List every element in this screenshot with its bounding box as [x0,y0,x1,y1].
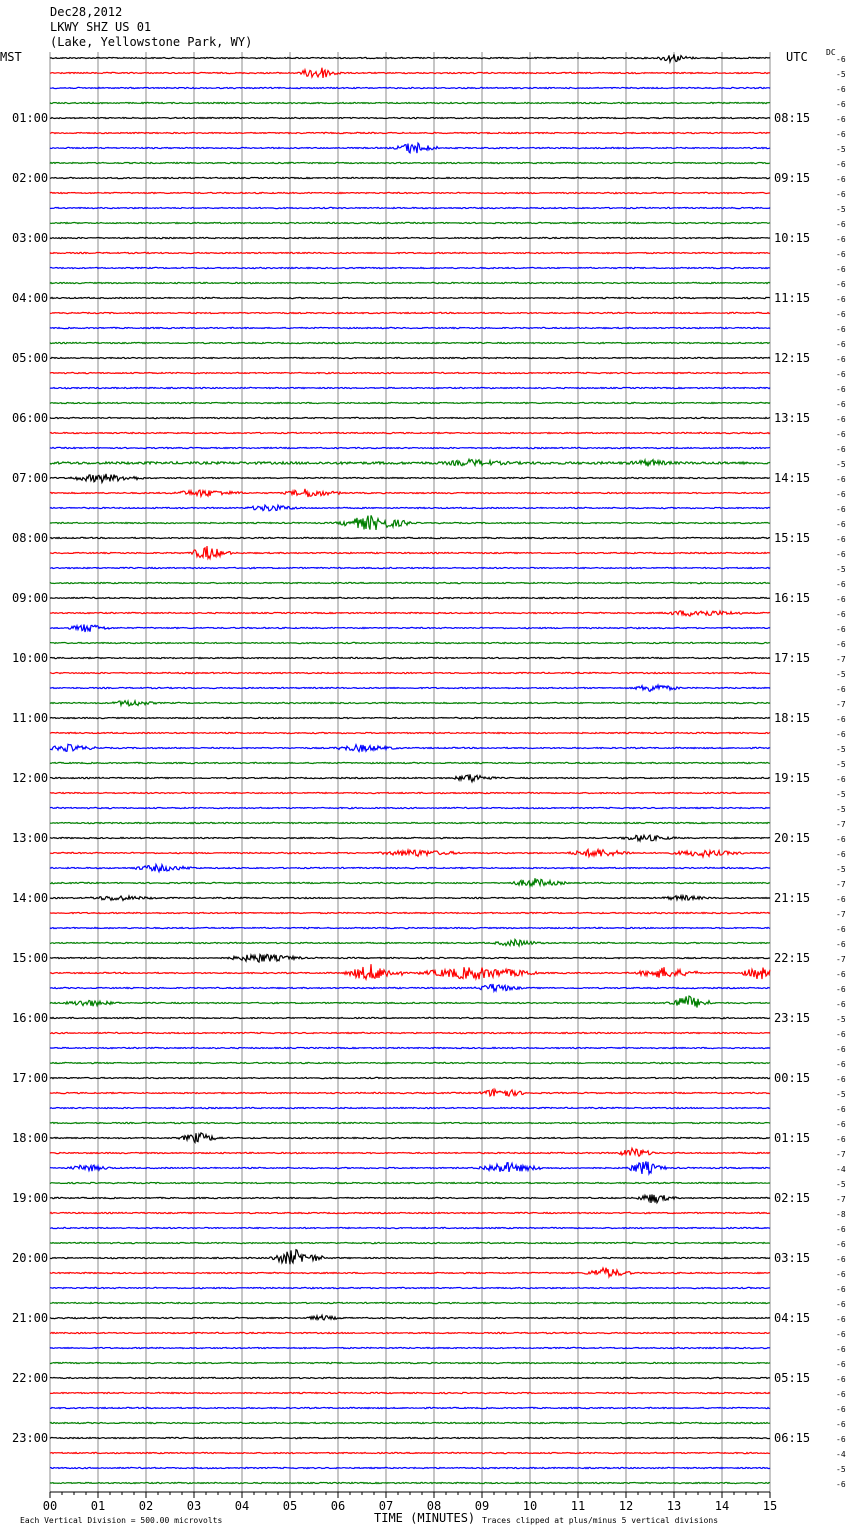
dc-value: -6 [836,415,846,424]
mst-hour-label: 12:00 [12,771,49,785]
utc-hour-label: 00:15 [774,1071,811,1085]
trace-line [50,807,770,808]
trace-line [50,1392,770,1393]
trace-line [50,342,770,343]
trace-line [50,1161,770,1174]
dc-value: -6 [836,505,846,514]
trace-line [50,567,770,568]
trace-line [50,1133,770,1143]
mst-hour-label: 17:00 [12,1071,49,1085]
dc-value: -6 [836,1480,846,1489]
dc-value: -6 [836,1390,846,1399]
trace-line [50,642,770,643]
dc-value: -6 [836,1240,846,1249]
dc-value: -6 [836,1405,846,1414]
trace-line [50,489,770,497]
trace-line [50,717,770,718]
trace-line [50,1227,770,1228]
dc-value: -5 [836,145,846,154]
utc-hour-label: 08:15 [774,111,811,125]
utc-hour-labels [774,111,810,1445]
dc-value: -5 [836,1180,846,1189]
x-tick-label: 07 [378,1499,394,1513]
dc-value: -6 [836,100,846,109]
trace-line [50,505,770,511]
mst-hour-label: 03:00 [12,231,49,245]
dc-value: -6 [836,325,846,334]
dc-value: -6 [836,1360,846,1369]
dc-value: -6 [836,1075,846,1084]
dc-value: -8 [836,1210,846,1219]
trace-line [50,996,770,1007]
dc-value: -6 [836,445,846,454]
dc-value: -5 [836,745,846,754]
dc-value: -6 [836,970,846,979]
dc-value: -6 [836,1270,846,1279]
dc-value: -6 [836,715,846,724]
dc-value: -6 [836,55,846,64]
x-tick-label: 08 [426,1499,442,1513]
trace-line [50,792,770,793]
x-tick-label: 03 [186,1499,202,1513]
trace-line [50,1268,770,1277]
trace-line [50,1287,770,1288]
trace-line [50,878,770,886]
mst-hour-labels [12,111,48,1445]
dc-value: -6 [836,175,846,184]
dc-value: -6 [836,610,846,619]
trace-line [50,1347,770,1348]
division-note: Each Vertical Division = 500.00 microvolts [20,1516,223,1525]
trace-line [50,327,770,328]
trace-line [50,1062,770,1063]
trace-line [50,1242,770,1243]
trace-line [50,162,770,163]
utc-hour-label: 12:15 [774,351,811,365]
trace-line [50,312,770,313]
dc-value: -5 [836,805,846,814]
dc-value: -6 [836,280,846,289]
trace-line [50,912,770,913]
dc-value: -6 [836,490,846,499]
utc-hour-label: 22:15 [774,951,811,965]
trace-line [50,1422,770,1423]
trace-line [50,372,770,373]
dc-value: -7 [836,1195,846,1204]
trace-line [50,984,770,991]
utc-hour-label: 10:15 [774,231,811,245]
trace-line [50,417,770,418]
trace-line [50,222,770,223]
trace-line [50,207,770,208]
mst-hour-label: 18:00 [12,1131,49,1145]
x-tick-label: 15 [762,1499,778,1513]
mst-hour-label: 20:00 [12,1251,49,1265]
mst-hour-label: 15:00 [12,951,49,965]
x-tick-label: 05 [282,1499,298,1513]
dc-value: -6 [836,85,846,94]
dc-value: -6 [836,640,846,649]
dc-value: -6 [836,190,846,199]
trace-line [50,387,770,388]
trace-line [50,822,770,823]
date-label: Dec28,2012 [50,5,123,19]
utc-label: UTC [786,50,808,64]
trace-line [50,954,770,962]
mst-hour-label: 13:00 [12,831,49,845]
trace-line [50,1077,770,1078]
dc-value: -6 [836,550,846,559]
dc-value: -4 [836,1450,846,1459]
dc-value: -6 [836,400,846,409]
trace-line [50,1089,770,1096]
trace-line [50,744,770,751]
dc-value: -7 [836,955,846,964]
trace-line [50,1250,770,1265]
trace-line [50,459,770,466]
x-tick-label: 01 [90,1499,106,1513]
trace-line [50,1467,770,1468]
mst-hour-label: 19:00 [12,1191,49,1205]
trace-line [50,685,770,691]
mst-hour-label: 10:00 [12,651,49,665]
trace-line [50,1332,770,1333]
dc-value: -6 [836,940,846,949]
trace-line [50,582,770,583]
x-tick-label: 04 [234,1499,250,1513]
dc-value: -7 [836,820,846,829]
dc-value: -6 [836,520,846,529]
trace-line [50,850,770,857]
dc-value: -6 [836,685,846,694]
station-label: LKWY SHZ US 01 [50,20,152,34]
trace-line [50,402,770,403]
trace-line [50,515,770,530]
trace-line [50,611,770,616]
dc-value: -6 [836,1105,846,1114]
trace-line [50,432,770,433]
location-label: (Lake, Yellowstone Park, WY) [50,35,253,49]
dc-value: -6 [836,985,846,994]
dc-value: -6 [836,265,846,274]
trace-line [50,1362,770,1363]
dc-values [836,55,846,1489]
dc-value: -6 [836,730,846,739]
utc-hour-label: 05:15 [774,1371,811,1385]
trace-line [50,701,770,706]
trace-line [50,1017,770,1018]
mst-hour-label: 09:00 [12,591,49,605]
trace-line [50,835,770,841]
header [0,5,836,64]
dc-value: -5 [836,70,846,79]
dc-value: -6 [836,625,846,634]
dc-value: -5 [836,460,846,469]
trace-line [50,192,770,193]
utc-hour-label: 03:15 [774,1251,811,1265]
trace-line [50,282,770,283]
x-tick-label: 10 [522,1499,538,1513]
utc-hour-label: 13:15 [774,411,811,425]
dc-value: -5 [836,565,846,574]
dc-value: -6 [836,115,846,124]
x-tick-label: 11 [570,1499,586,1513]
dc-value: -6 [836,430,846,439]
utc-hour-label: 17:15 [774,651,811,665]
trace-line [50,1452,770,1453]
dc-value: -6 [836,130,846,139]
trace-line [50,672,770,673]
trace-line [50,177,770,178]
dc-value: -5 [836,1090,846,1099]
clip-note: Traces clipped at plus/minus 5 vertical divisions [482,1516,719,1525]
trace-line [50,762,770,763]
utc-hour-label: 02:15 [774,1191,811,1205]
dc-value: -6 [836,1330,846,1339]
x-tick-label: 09 [474,1499,490,1513]
dc-value: -7 [836,700,846,709]
dc-value: -6 [836,1045,846,1054]
dc-value: -6 [836,1060,846,1069]
x-tick-label: 02 [138,1499,154,1513]
mst-hour-label: 23:00 [12,1431,49,1445]
dc-value: -6 [836,220,846,229]
mst-hour-label: 22:00 [12,1371,49,1385]
utc-hour-label: 01:15 [774,1131,811,1145]
trace-line [50,1482,770,1483]
x-tick-label: 06 [330,1499,346,1513]
dc-value: -6 [836,895,846,904]
mst-hour-label: 16:00 [12,1011,49,1025]
dc-value: -6 [836,1285,846,1294]
trace-line [50,132,770,133]
x-axis [43,1492,777,1513]
x-axis-title: TIME (MINUTES) [374,1511,476,1525]
dc-value: -6 [836,1030,846,1039]
trace-line [50,1182,770,1183]
dc-value: -6 [836,1315,846,1324]
trace-line [50,774,770,781]
trace-line [50,68,770,78]
trace-line [50,1437,770,1438]
dc-value: -6 [836,1375,846,1384]
mst-hour-label: 21:00 [12,1311,49,1325]
trace-line [50,1194,770,1203]
utc-hour-label: 20:15 [774,831,811,845]
dc-value: -5 [836,790,846,799]
x-tick-label: 14 [714,1499,730,1513]
dc-value: -5 [836,205,846,214]
utc-hour-label: 04:15 [774,1311,811,1325]
trace-line [50,1212,770,1213]
trace-line [50,896,770,901]
mst-hour-label: 05:00 [12,351,49,365]
dc-value: -7 [836,655,846,664]
dc-value: -5 [836,1465,846,1474]
dc-value: -6 [836,925,846,934]
dc-label: DC [826,48,836,57]
x-tick-label: 00 [42,1499,58,1513]
mst-hour-label: 02:00 [12,171,49,185]
traces [50,54,770,1483]
dc-value: -6 [836,475,846,484]
x-tick-label: 12 [618,1499,634,1513]
dc-value: -6 [836,775,846,784]
utc-hour-label: 11:15 [774,291,811,305]
utc-hour-label: 06:15 [774,1431,811,1445]
dc-value: -4 [836,1165,846,1174]
dc-value: -6 [836,235,846,244]
dc-value: -7 [836,880,846,889]
utc-hour-label: 19:15 [774,771,811,785]
trace-line [50,939,770,946]
trace-line [50,927,770,928]
dc-value: -6 [836,835,846,844]
mst-hour-label: 11:00 [12,711,49,725]
trace-line [50,1315,770,1320]
dc-value: -6 [836,850,846,859]
footer [20,1511,718,1525]
mst-label: MST [0,50,22,64]
trace-line [50,732,770,733]
trace-line [50,1377,770,1378]
mst-hour-label: 14:00 [12,891,49,905]
dc-value: -7 [836,910,846,919]
trace-line [50,117,770,118]
dc-value: -6 [836,340,846,349]
trace-line [50,1107,770,1108]
trace-line [50,54,770,62]
dc-value: -6 [836,1120,846,1129]
dc-value: -6 [836,1255,846,1264]
utc-hour-label: 09:15 [774,171,811,185]
utc-hour-label: 23:15 [774,1011,811,1025]
dc-value: -7 [836,1150,846,1159]
mst-hour-label: 08:00 [12,531,49,545]
dc-value: -6 [836,160,846,169]
dc-value: -6 [836,250,846,259]
dc-value: -6 [836,310,846,319]
trace-line [50,1032,770,1033]
dc-value: -5 [836,865,846,874]
trace-line [50,267,770,268]
dc-value: -6 [836,1345,846,1354]
mst-hour-label: 04:00 [12,291,49,305]
trace-line [50,546,770,559]
trace-line [50,1047,770,1048]
utc-hour-label: 16:15 [774,591,811,605]
dc-value: -6 [836,1225,846,1234]
trace-line [50,1302,770,1303]
dc-value: -6 [836,1300,846,1309]
utc-hour-label: 18:15 [774,711,811,725]
dc-value: -6 [836,355,846,364]
trace-line [50,865,770,872]
dc-value: -6 [836,580,846,589]
utc-hour-label: 21:15 [774,891,811,905]
dc-value: -5 [836,1015,846,1024]
trace-line [50,1122,770,1123]
dc-value: -6 [836,1420,846,1429]
trace-line [50,357,770,358]
utc-hour-label: 14:15 [774,471,811,485]
dc-value: -6 [836,370,846,379]
dc-value: -6 [836,295,846,304]
dc-value: -6 [836,1435,846,1444]
trace-line [50,143,770,153]
trace-line [50,447,770,448]
trace-line [50,1407,770,1408]
dc-value: -5 [836,670,846,679]
mst-hour-label: 06:00 [12,411,49,425]
trace-line [50,474,770,483]
mst-hour-label: 01:00 [12,111,49,125]
dc-value: -6 [836,385,846,394]
trace-line [50,1148,770,1156]
trace-line [50,657,770,658]
trace-line [50,252,770,253]
trace-line [50,597,770,598]
mst-hour-label: 07:00 [12,471,49,485]
trace-line [50,102,770,103]
utc-hour-label: 15:15 [774,531,811,545]
dc-value: -6 [836,1135,846,1144]
x-tick-label: 13 [666,1499,682,1513]
trace-line [50,87,770,88]
trace-line [50,625,770,633]
dc-value: -6 [836,595,846,604]
trace-line [50,297,770,298]
trace-line [50,537,770,538]
trace-line [50,237,770,238]
trace-line [50,964,770,979]
dc-value: -6 [836,1000,846,1009]
dc-value: -6 [836,535,846,544]
dc-value: -5 [836,760,846,769]
